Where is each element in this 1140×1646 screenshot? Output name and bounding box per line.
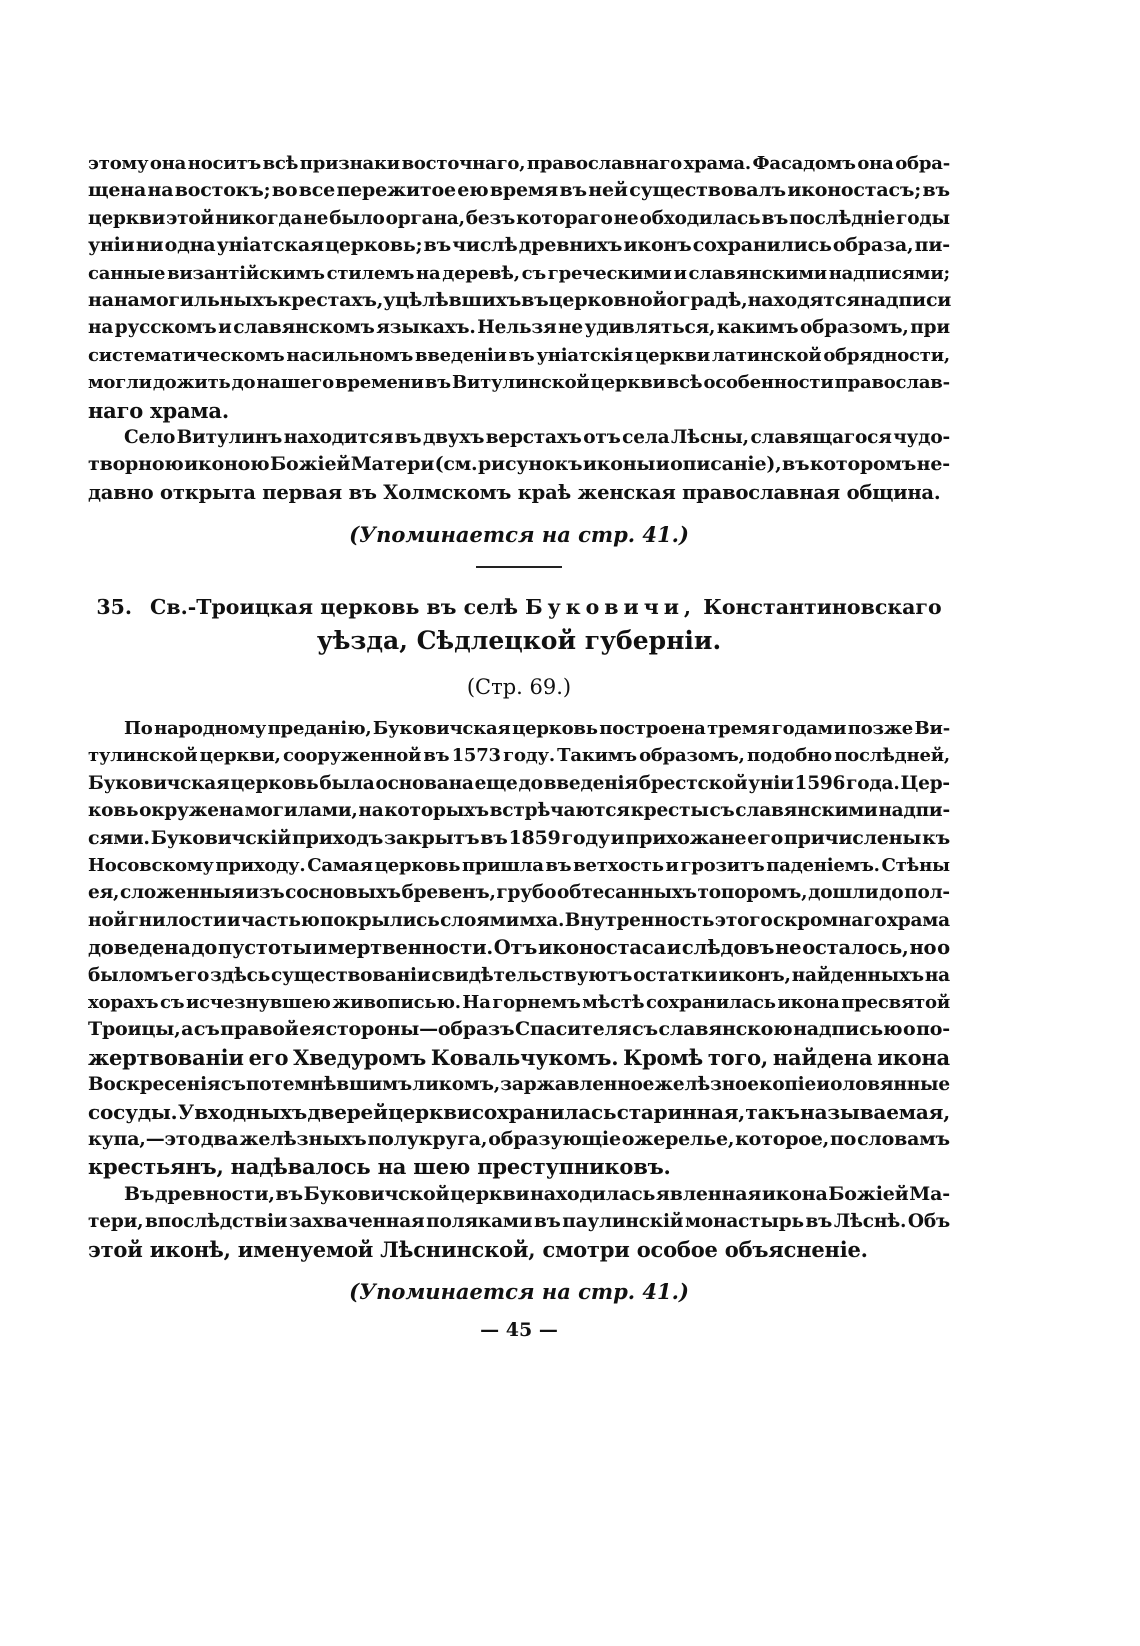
paragraph-last bbox=[88, 1181, 950, 1263]
text-line: давно открыта первая въ Холмскомъ краѣ женская православная община. bbox=[88, 480, 941, 504]
text-line: уніи ни одна уніатская церковь; въ числѣ древнихъ иконъ сохранились образа, пи- bbox=[88, 234, 950, 257]
text-line: Носовскому приходу. Самая церковь пришла въ ветхость и грозитъ паденіемъ. Стѣны bbox=[88, 855, 950, 877]
text-line: По народному преданію, Буковичская церковь построена тремя годами позже Ви- bbox=[124, 718, 950, 740]
paragraph-main bbox=[88, 715, 950, 1181]
paragraph-top bbox=[88, 150, 950, 424]
text-line: систематическомъ насильномъ введеніи въ уніатскія церкви латинской обрядности, bbox=[88, 344, 950, 366]
text-line: жертвованіи его Хведуромъ Ковальчукомъ. Кромѣ того, найдена икона bbox=[88, 1044, 950, 1070]
text-line: санные византійскимъ стилемъ на деревѣ, съ греческими и славянскими надписями; bbox=[88, 262, 950, 284]
section-heading bbox=[88, 590, 950, 658]
text-line: хорахъ съ исчезнувшею живописью. На горнемъ мѣстѣ сохранилась икона пресвятой bbox=[88, 991, 950, 1013]
heading-village-name: Буковичи, bbox=[525, 595, 697, 620]
text-line: сями. Буковичскій приходъ закрытъ въ 1859 году и прихожане его причислены къ bbox=[88, 826, 950, 849]
paragraph-village bbox=[88, 424, 950, 506]
text-line: Въ древности, въ Буковичской церкви находилась явленная икона Божіей Ма- bbox=[124, 1182, 950, 1205]
text-line: тулинской церкви, сооруженной въ 1573 году. Такимъ образомъ, подобно послѣдней, bbox=[88, 745, 950, 767]
page-number: — 45 — bbox=[480, 1318, 558, 1341]
text-line: щена на востокъ; во все пережитое ею время въ ней существовалъ иконостасъ; въ bbox=[88, 179, 950, 202]
text-line: могли дожить до нашего времени въ Витулинской церкви всѣ особенности православ- bbox=[88, 372, 950, 394]
text-line: доведена до пустоты и мертвенности. Отъ иконостаса и слѣдовъ не осталось, но о bbox=[88, 936, 950, 960]
text-line: этой иконѣ, именуемой Лѣснинской, смотри особое объясненіе. bbox=[88, 1236, 868, 1262]
text-line: быломъ его здѣсь существованіи свидѣтельствуютъ остатки иконъ, найденныхъ на bbox=[88, 964, 950, 986]
text-line: наго храма. bbox=[88, 397, 229, 423]
mention-note: (Упоминается на стр. 41.) bbox=[349, 1278, 689, 1304]
text-line: на русскомъ и славянскомъ языкахъ. Нельзя не удивляться, какимъ образомъ, при bbox=[88, 317, 950, 339]
text-line: ной гнилости и частью покрылись слоями мха. Внутренность этого скромнаго храма bbox=[88, 909, 950, 931]
mention-note: (Упоминается на стр. 41.) bbox=[349, 522, 689, 548]
text-block bbox=[88, 150, 950, 1341]
text-line: творною иконою Божіей Матери (см. рисунокъ иконы и описаніе), въ которомъ не- bbox=[88, 453, 950, 476]
text-line: купа,—это два желѣзныхъ полукруга, образующіе ожерелье, которое, по словамъ bbox=[88, 1127, 950, 1150]
heading-part: Константиновскаго bbox=[703, 595, 942, 620]
section-number: 35. bbox=[96, 595, 133, 620]
text-line: крестьянъ, надѣвалось на шею преступниковъ. bbox=[88, 1154, 671, 1180]
page-reference: (Стр. 69.) bbox=[466, 675, 572, 700]
text-line: ея, сложенныя изъ сосновыхъ бревенъ, грубо обтесанныхъ топоромъ, дошли до пол- bbox=[88, 882, 950, 904]
heading-line-2: уѣзда, Сѣдлецкой губерніи. bbox=[316, 626, 722, 656]
text-line: церкви этой никогда не было органа, безъ котораго не обходилась въ послѣдніе годы bbox=[88, 207, 950, 229]
text-line: Троицы, а съ правой ея стороны—образъ Спасителя съ славянскою надписью о по- bbox=[88, 1018, 950, 1041]
text-line: тери, впослѣдствіи захваченная поляками въ паулинскій монастырь въ Лѣснѣ. Объ bbox=[88, 1211, 950, 1233]
heading-part: Св.-Троицкая церковь въ селѣ bbox=[150, 595, 518, 620]
section-divider bbox=[476, 566, 562, 568]
text-line: на намогильныхъ крестахъ, уцѣлѣвшихъ въ церковной оградѣ, находятся надписи bbox=[88, 288, 952, 311]
text-line: сосуды. У входныхъ дверей церкви сохранилась старинная, такъ называемая, bbox=[88, 1099, 950, 1124]
text-line: Воскресенія съ потемнѣвшимъ ликомъ, заржавленное желѣзное копіе и оловянные bbox=[88, 1074, 950, 1096]
text-line: этому она носитъ всѣ признаки восточнаго, православнаго храма. Фасадомъ она обра- bbox=[88, 153, 950, 174]
heading-line-1 bbox=[88, 590, 950, 624]
text-line: Буковичская церковь была основана еще до введенія брестской уніи 1596 года. Цер- bbox=[88, 772, 950, 794]
text-line: Село Витулинъ находится въ двухъ верстахъ отъ села Лѣсны, славящагося чудо- bbox=[124, 426, 950, 448]
text-line: ковь окружена могилами, на которыхъ встрѣчаются кресты съ славянскими надпи- bbox=[88, 800, 950, 822]
